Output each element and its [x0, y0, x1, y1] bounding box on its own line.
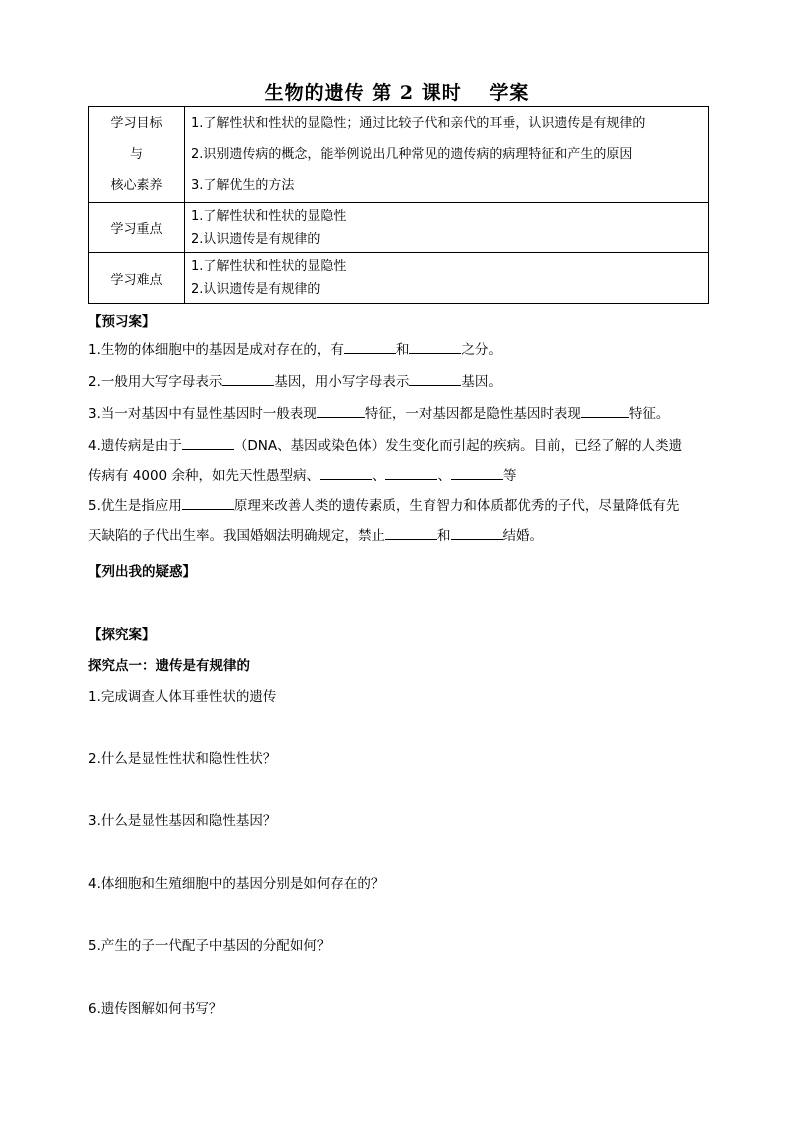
page-title: 生物的遗传 第 2 课时 学案	[264, 82, 530, 104]
fill-blank[interactable]	[451, 465, 503, 480]
objectives-table	[88, 106, 709, 304]
question-text: 传病有 4000 余种，如先天性愚型病、	[88, 468, 320, 484]
fill-blank[interactable]	[385, 525, 437, 540]
question-text: 3.当一对基因中有显性基因时一般表现	[88, 406, 317, 422]
content-line: 1.了解性状和性状的显隐性	[191, 208, 347, 224]
question-text: 2.一般用大写字母表示	[88, 374, 223, 390]
content-line: 2.认识遗传是有规律的	[191, 282, 321, 297]
content-line: 1.了解性状和性状的显隐性	[191, 259, 347, 274]
fill-blank[interactable]	[581, 403, 629, 418]
difficulties-content	[185, 253, 709, 304]
table-row-objectives	[89, 107, 709, 203]
question-text: 特征。	[628, 406, 670, 422]
question-text: 结婚。	[502, 528, 543, 544]
question-text: （DNA、基因或染色体）发生变化而引起的疾病。目前，已经了解的人类遗	[233, 438, 683, 454]
key-points-content	[185, 203, 709, 253]
preview-question-3	[88, 399, 713, 429]
question-text: 5.优生是指应用	[88, 498, 182, 514]
label-line: 学习难点	[110, 272, 163, 288]
preview-heading: 【预习案】	[88, 314, 156, 330]
question-text: 天缺陷的子代出生率。我国婚姻法明确规定，禁止	[88, 528, 385, 544]
doubts-heading: 【列出我的疑惑】	[88, 564, 196, 580]
content-line: 3.了解优生的方法	[191, 178, 295, 193]
key-points-label	[89, 203, 185, 253]
explore-question-5: 5.产生的子一代配子中基因的分配如何？	[88, 938, 331, 954]
question-text: 和	[395, 342, 410, 358]
table-row-key-points	[89, 203, 709, 253]
question-text: 1.生物的体细胞中的基因是成对存在的，有	[88, 342, 344, 358]
preview-question-1	[88, 335, 713, 365]
preview-question-5	[88, 491, 713, 551]
content-line: 2.识别遗传病的概念，能举例说出几种常见的遗传病的病理特征和产生的原因	[191, 147, 633, 162]
label-line: 学习目标	[110, 116, 163, 131]
question-text: 等	[502, 468, 517, 484]
explore-question-6: 6.遗传图解如何书写？	[88, 1001, 223, 1017]
fill-blank[interactable]	[451, 525, 503, 540]
explore-heading: 【探究案】	[88, 627, 156, 643]
fill-blank[interactable]	[320, 465, 372, 480]
explore-question-4: 4.体细胞和生殖细胞中的基因分别是如何存在的？	[88, 876, 385, 892]
question-text: 、	[371, 468, 386, 484]
preview-question-2	[88, 367, 713, 397]
objectives-content	[185, 107, 709, 203]
question-text: 特征，一对基因都是隐性基因时表现	[364, 406, 581, 422]
content-line: 2.认识遗传是有规律的	[191, 231, 321, 247]
fill-blank[interactable]	[409, 339, 461, 354]
explore-question-3: 3.什么是显性基因和隐性基因？	[88, 813, 277, 829]
fill-blank[interactable]	[317, 403, 365, 418]
label-line: 学习重点	[110, 222, 163, 237]
table-row-difficulties	[89, 253, 709, 304]
question-text: 4.遗传病是由于	[88, 438, 182, 454]
content-line: 1.了解性状和性状的显隐性；通过比较子代和亲代的耳垂，认识遗传是有规律的	[191, 116, 646, 131]
question-text: 原理来改善人类的遗传素质，生育智力和体质都优秀的子代，尽量降低有先	[233, 498, 680, 514]
question-text: 基因，用小写字母表示	[274, 374, 410, 390]
fill-blank[interactable]	[385, 465, 437, 480]
label-line: 与	[129, 147, 143, 162]
question-text: 和	[437, 528, 451, 544]
difficulties-label	[89, 253, 185, 304]
label-line: 核心素养	[110, 178, 163, 193]
question-text: 之分。	[461, 342, 502, 358]
fill-blank[interactable]	[344, 339, 396, 354]
fill-blank[interactable]	[182, 495, 234, 510]
objectives-label	[89, 107, 185, 203]
explore-question-2: 2.什么是显性性状和隐性性状？	[88, 751, 277, 767]
explore-point-1: 探究点一：遗传是有规律的	[88, 658, 250, 674]
fill-blank[interactable]	[409, 371, 461, 386]
fill-blank[interactable]	[222, 371, 274, 386]
preview-question-4	[88, 431, 713, 491]
fill-blank[interactable]	[182, 435, 234, 450]
question-text: 基因。	[461, 374, 502, 390]
explore-question-1: 1.完成调查人体耳垂性状的遗传	[88, 689, 277, 705]
question-text: 、	[437, 468, 451, 484]
